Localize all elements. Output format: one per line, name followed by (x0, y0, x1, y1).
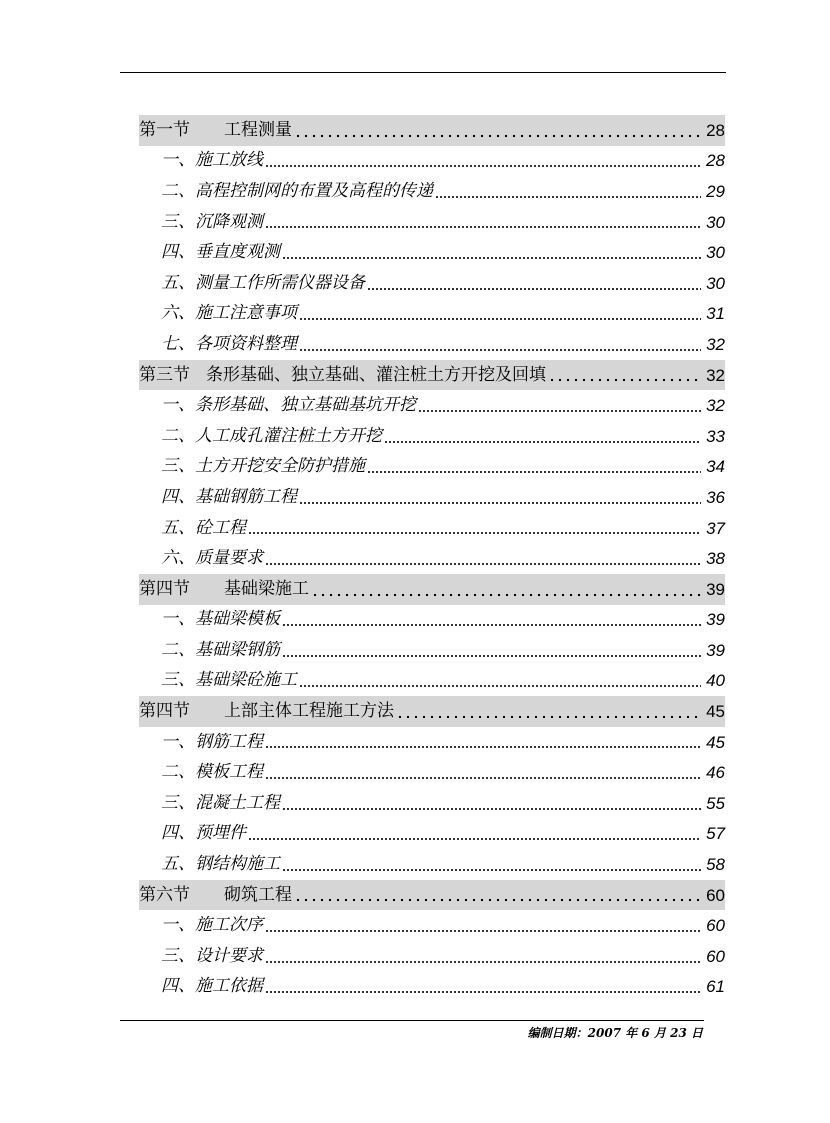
toc-entry-title: 施工依据 (195, 976, 263, 997)
toc-page-number: 60 (706, 885, 725, 905)
toc-entry-title: 基础梁砼施工 (195, 670, 297, 691)
toc-item[interactable] (139, 635, 725, 666)
leader-dots (265, 225, 701, 237)
toc-page-number: 30 (706, 212, 725, 232)
toc-page-number: 40 (706, 671, 725, 691)
leader-dots (418, 409, 701, 421)
toc-section[interactable] (139, 574, 725, 605)
toc-page-number: 32 (706, 334, 725, 354)
toc-item-number: 三、 (161, 792, 195, 813)
toc-item[interactable] (139, 329, 725, 360)
toc-item-number: 五、 (161, 517, 195, 538)
leader-dots (299, 348, 701, 360)
toc-item-number: 三、 (161, 945, 195, 966)
leader-dots (265, 929, 701, 941)
toc-entry-title: 砌筑工程 (224, 884, 292, 905)
toc-page-number: 38 (706, 549, 725, 569)
toc-entry-title: 垂直度观测 (195, 242, 280, 263)
toc-section[interactable] (139, 696, 725, 727)
toc-entry-title: 基础钢筋工程 (195, 486, 297, 507)
leader-dots (265, 776, 701, 788)
toc-entry-title: 测量工作所需仪器设备 (195, 272, 365, 293)
toc-item-number: 二、 (161, 762, 195, 783)
toc-entry-title: 模板工程 (195, 762, 263, 783)
toc-item-number: 六、 (161, 303, 195, 324)
toc-entry-title: 各项资料整理 (195, 333, 297, 354)
toc-page-number: 61 (706, 977, 725, 997)
toc-item-number: 一、 (161, 731, 195, 752)
toc-item-number: 四、 (161, 242, 195, 263)
toc-item-number: 四、 (161, 823, 195, 844)
toc-entry-title: 人工成孔灌注桩土方开挖 (195, 425, 382, 446)
toc-page-number: 39 (706, 610, 725, 630)
toc-page-number: 39 (706, 579, 725, 599)
toc-item[interactable] (139, 941, 725, 972)
toc-entry-title: 预埋件 (195, 823, 246, 844)
table-of-contents (139, 115, 725, 1002)
toc-item-number: 一、 (161, 609, 195, 630)
toc-entry-title: 高程控制网的布置及高程的传递 (195, 180, 433, 201)
toc-item[interactable] (139, 299, 725, 330)
leader-dots (248, 531, 701, 543)
footer-rule (120, 1020, 704, 1021)
toc-item[interactable] (139, 849, 725, 880)
toc-item[interactable] (139, 268, 725, 299)
leader-dots (282, 807, 701, 819)
header-rule (120, 72, 726, 73)
toc-entry-title: 条形基础、独立基础、灌注桩土方开挖及回填 (206, 364, 546, 385)
toc-page-number: 31 (706, 304, 725, 324)
toc-item[interactable] (139, 972, 725, 1003)
toc-entry-title: 施工次序 (195, 915, 263, 936)
toc-page-number: 30 (706, 273, 725, 293)
toc-item-number: 一、 (161, 150, 195, 171)
toc-item[interactable] (139, 421, 725, 452)
toc-page-number: 28 (706, 151, 725, 171)
toc-entry-title: 工程测量 (224, 119, 292, 140)
toc-page-number: 32 (706, 365, 725, 385)
leader-dots (265, 990, 701, 1002)
toc-item[interactable] (139, 237, 725, 268)
toc-entry-title: 沉降观测 (195, 211, 263, 232)
toc-item[interactable] (139, 788, 725, 819)
toc-page-number: 32 (706, 396, 725, 416)
toc-entry-title: 上部主体工程施工方法 (224, 701, 394, 722)
toc-entry-title: 基础梁模板 (195, 609, 280, 630)
toc-section[interactable] (139, 360, 725, 391)
toc-page-number: 55 (706, 793, 725, 813)
toc-section-label: 第四节 (139, 578, 190, 599)
toc-section-label: 第三节 (139, 364, 190, 385)
toc-page-number: 57 (706, 824, 725, 844)
toc-item[interactable] (139, 819, 725, 850)
leader-dots (248, 837, 701, 849)
leader-dots (294, 898, 701, 910)
toc-entry-title: 设计要求 (195, 945, 263, 966)
toc-item[interactable] (139, 727, 725, 758)
toc-item-number: 三、 (161, 670, 195, 691)
toc-item-number: 五、 (161, 854, 195, 875)
leader-dots (294, 134, 701, 146)
toc-page-number: 33 (706, 426, 725, 446)
leader-dots (367, 470, 701, 482)
leader-dots (265, 745, 701, 757)
toc-item[interactable] (139, 910, 725, 941)
toc-page-number: 60 (706, 946, 725, 966)
toc-entry-title: 钢筋工程 (195, 731, 263, 752)
toc-entry-title: 钢结构施工 (195, 854, 280, 875)
toc-item-number: 三、 (161, 211, 195, 232)
toc-section[interactable] (139, 880, 725, 911)
leader-dots (299, 501, 701, 513)
leader-dots (265, 164, 701, 176)
toc-page-number: 29 (706, 181, 725, 201)
toc-page-number: 36 (706, 487, 725, 507)
leader-dots (282, 256, 701, 268)
toc-section[interactable] (139, 115, 725, 146)
toc-entry-title: 砼工程 (195, 517, 246, 538)
toc-item[interactable] (139, 176, 725, 207)
toc-item[interactable] (139, 605, 725, 636)
toc-item-number: 二、 (161, 639, 195, 660)
toc-item[interactable] (139, 543, 725, 574)
toc-item-number: 七、 (161, 333, 195, 354)
toc-page-number: 46 (706, 763, 725, 783)
toc-section-label: 第四节 (139, 701, 190, 722)
toc-entry-title: 条形基础、独立基础基坑开挖 (195, 395, 416, 416)
toc-entry-title: 土方开挖安全防护措施 (195, 456, 365, 477)
leader-dots (265, 562, 701, 574)
toc-entry-title: 质量要求 (195, 548, 263, 569)
leader-dots (282, 654, 701, 666)
toc-page-number: 45 (706, 732, 725, 752)
toc-page-number: 30 (706, 243, 725, 263)
toc-item[interactable] (139, 757, 725, 788)
toc-page-number: 37 (706, 518, 725, 538)
toc-item-number: 二、 (161, 180, 195, 201)
compile-date: 编制日期：2007 年 6 月 23 日 (527, 1026, 703, 1040)
toc-page-number: 28 (706, 120, 725, 140)
toc-item[interactable] (139, 482, 725, 513)
toc-item[interactable] (139, 146, 725, 177)
toc-entry-title: 混凝土工程 (195, 792, 280, 813)
toc-page-number: 34 (706, 457, 725, 477)
leader-dots (282, 868, 701, 880)
toc-item-number: 三、 (161, 456, 195, 477)
toc-item-number: 四、 (161, 486, 195, 507)
leader-dots (396, 715, 701, 727)
toc-item-number: 一、 (161, 395, 195, 416)
leader-dots (311, 593, 701, 605)
toc-entry-title: 基础梁施工 (224, 578, 309, 599)
leader-dots (299, 317, 701, 329)
toc-page-number: 39 (706, 640, 725, 660)
toc-entry-title: 施工注意事项 (195, 303, 297, 324)
toc-item[interactable] (139, 390, 725, 421)
toc-entry-title: 施工放线 (195, 150, 263, 171)
leader-dots (299, 684, 701, 696)
toc-item[interactable] (139, 513, 725, 544)
toc-item-number: 一、 (161, 915, 195, 936)
toc-item[interactable] (139, 452, 725, 483)
toc-entry-title: 基础梁钢筋 (195, 639, 280, 660)
toc-page-number: 58 (706, 855, 725, 875)
toc-item-number: 二、 (161, 425, 195, 446)
toc-section-label: 第一节 (139, 119, 190, 140)
toc-section-label: 第六节 (139, 884, 190, 905)
leader-dots (384, 440, 701, 452)
toc-item-number: 四、 (161, 976, 195, 997)
leader-dots (265, 960, 701, 972)
leader-dots (435, 195, 701, 207)
toc-item[interactable] (139, 207, 725, 238)
toc-page-number: 60 (706, 916, 725, 936)
toc-item[interactable] (139, 666, 725, 697)
leader-dots (367, 287, 701, 299)
toc-item-number: 五、 (161, 272, 195, 293)
toc-item-number: 六、 (161, 548, 195, 569)
leader-dots (282, 623, 701, 635)
leader-dots (548, 378, 701, 390)
toc-page-number: 45 (706, 702, 725, 722)
